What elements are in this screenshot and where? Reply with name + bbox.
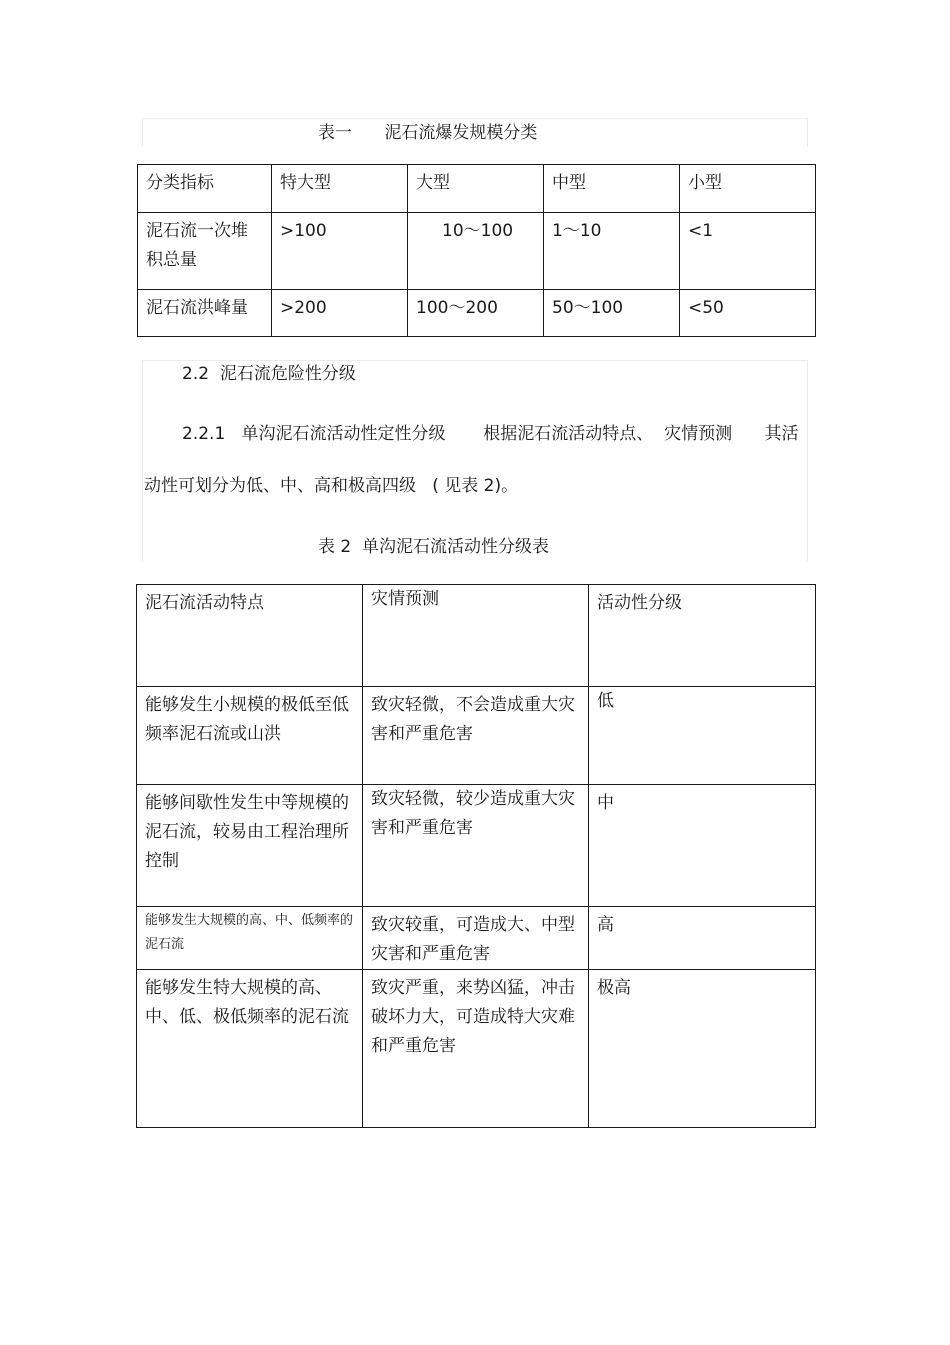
header-cell: 活动性分级 xyxy=(589,585,816,687)
table-cell: 致灾轻微，不会造成重大灾害和严重危害 xyxy=(363,687,589,785)
activity-grading-table xyxy=(136,584,816,1128)
table-row xyxy=(137,907,816,970)
table-cell: 高 xyxy=(589,907,816,970)
table1-caption: 表一 泥石流爆发规模分类 xyxy=(318,123,538,143)
table-cell: 致灾严重，来势凶猛，冲击破坏力大，可造成特大灾难和严重危害 xyxy=(363,970,589,1128)
table-cell: 中 xyxy=(589,785,816,907)
header-cell: 中型 xyxy=(544,165,680,213)
table-cell: <50 xyxy=(680,290,816,337)
table-cell: 能够发生特大规模的高、中、低、极低频率的泥石流 xyxy=(137,970,363,1128)
header-cell: 特大型 xyxy=(272,165,408,213)
table-row xyxy=(137,687,816,785)
header-cell: 小型 xyxy=(680,165,816,213)
section-heading: 2.2 泥石流危险性分级 xyxy=(182,364,356,384)
table-cell: 10～100 xyxy=(408,213,544,290)
table-header-row xyxy=(138,165,816,213)
table-row xyxy=(138,290,816,337)
header-cell: 灾情预测 xyxy=(363,585,589,687)
table-row xyxy=(137,785,816,907)
header-cell: 大型 xyxy=(408,165,544,213)
section-frame xyxy=(142,360,808,561)
table-cell: 50～100 xyxy=(544,290,680,337)
table-cell: <1 xyxy=(680,213,816,290)
table-header-row xyxy=(137,585,816,687)
scale-classification-table xyxy=(137,164,816,337)
table-cell: 能够发生小规模的极低至低频率泥石流或山洪 xyxy=(137,687,363,785)
paragraph-line-2: 动性可划分为低、中、高和极高四级 ( 见表 2)。 xyxy=(144,476,519,496)
table-cell: 100～200 xyxy=(408,290,544,337)
table-cell: 泥石流一次堆积总量 xyxy=(138,213,272,290)
table-cell: 低 xyxy=(589,687,816,785)
table-row xyxy=(138,213,816,290)
table-cell: 致灾轻微，较少造成重大灾害和严重危害 xyxy=(363,785,589,907)
table-cell: 1～10 xyxy=(544,213,680,290)
table-cell: >100 xyxy=(272,213,408,290)
table2-caption: 表 2 单沟泥石流活动性分级表 xyxy=(318,537,550,557)
table-cell: 致灾较重，可造成大、中型灾害和严重危害 xyxy=(363,907,589,970)
header-cell: 分类指标 xyxy=(138,165,272,213)
table-cell: 极高 xyxy=(589,970,816,1128)
table-row xyxy=(137,970,816,1128)
table-cell: 能够发生大规模的高、中、低频率的泥石流 xyxy=(137,907,363,970)
table-cell: 能够间歇性发生中等规模的泥石流，较易由工程治理所控制 xyxy=(137,785,363,907)
table-cell: >200 xyxy=(272,290,408,337)
table-cell: 泥石流洪峰量 xyxy=(138,290,272,337)
header-cell: 泥石流活动特点 xyxy=(137,585,363,687)
paragraph-line-1: 2.2.1 单沟泥石流活动性定性分级 根据泥石流活动特点、 灾情预测 其活 xyxy=(182,424,799,444)
